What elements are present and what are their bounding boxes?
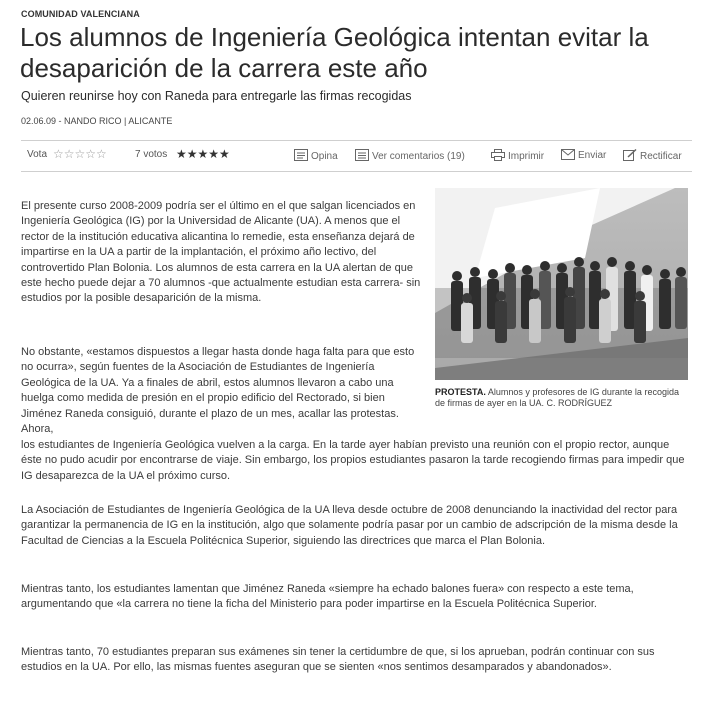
subtitle: Quieren reunirse hoy con Raneda para entregarle las firmas recogidas (21, 89, 412, 103)
byline: 02.06.09 - NANDO RICO | ALICANTE (21, 116, 173, 126)
article-toolbar (21, 140, 692, 172)
caption-label: PROTESTA. (435, 387, 486, 397)
send-button[interactable] (561, 149, 606, 161)
vote-label: Vota (27, 149, 48, 160)
envelope-icon (561, 149, 575, 160)
page-title: Los alumnos de Ingeniería Geológica intentan evitar la desaparición de la carrera este año (20, 22, 649, 83)
rectify-label: Rectificar (640, 151, 682, 162)
print-label: Imprimir (508, 151, 545, 162)
protest-group-photo (435, 188, 688, 380)
comments-icon (355, 149, 369, 161)
rectify-button[interactable] (623, 149, 682, 162)
body-paragraph-5: Mientras tanto, 70 estudiantes preparan sus exámenes sin tener la certidumbre de que, si los aprueban, podrán continuar con sus estudios en la UA. Por ello, las mismas fuentes aseguran que se sienten «nos sentimos desamparados y abandonados». (21, 646, 655, 674)
opina-button[interactable] (294, 149, 338, 162)
view-comments-label: Ver comentarios (19) (372, 151, 465, 162)
body-paragraph-1: El presente curso 2008-2009 podría ser el último en el que salgan licenciados en Ingeniería Geológica (IG) por la Universidad de Alicante (UA). A menos que el rector de la institución educativa alicantina lo remedie, esta enseñanza dejará de impartirse en la UA a partir de la implantación, el próximo año lectivo, del controvertido Plan Bolonia. Los alumnos de esta carrera en la UA alertan de que este hecho puede dejar a 70 alumnos -que actualmente estudian esta carrera- sin estudios por la posible desaparición de la misma. (21, 200, 421, 305)
photo-caption (435, 387, 691, 409)
body-paragraph-3: La Asociación de Estudiantes de Ingeniería Geológica de la UA lleva desde octubre de 2008 denunciando la inactividad del rector para garantizar la permanencia de IG en la institución, algo que solamente podría pasar por un cambio de adscripción de la misma desde la Facultad de Ciencias a la Escuela Politécnica Superior, siguiendo las directrices que marca el Plan Bolonia. (21, 504, 678, 547)
comment-icon (294, 149, 308, 161)
rating-stars-input[interactable]: ☆☆☆☆☆ (53, 147, 107, 161)
print-icon (491, 149, 505, 161)
votes-count: 7 votos (135, 149, 168, 160)
send-label: Enviar (578, 150, 607, 161)
edit-icon (623, 149, 637, 161)
section-label[interactable]: COMUNIDAD VALENCIANA (21, 9, 140, 19)
article-photo (435, 188, 688, 380)
body-paragraph-2b: los estudiantes de Ingeniería Geológica vuelven a la carga. En la tarde ayer habían previsto una reunión con el propio rector, aunque éste no pudo acudir por encontrarse de viaje. Sin embargo, los propios estudiantes pasaron la tarde recogiendo firmas para impedir que IG desaparezca de la UA el próximo curso. (21, 439, 685, 482)
view-comments-button[interactable] (355, 149, 465, 162)
body-paragraph-4: Mientras tanto, los estudiantes lamentan que Jiménez Raneda «siempre ha echado balones fuera» con respecto a este tema, argumentando que «la carrera no tiene la ficha del Ministerio para poder impartirse en la Escuela Politécnica Superior. (21, 583, 634, 611)
average-rating-stars: ★★★★★ (176, 147, 230, 161)
opina-label: Opina (311, 151, 338, 162)
print-button[interactable] (491, 149, 544, 162)
caption-text: Alumnos y profesores de IG durante la recogida de firmas de ayer en la UA. C. RODRÍGUEZ (435, 387, 679, 408)
body-paragraph-2a: No obstante, «estamos dispuestos a llegar hasta donde haga falta para que esto no ocurra», según fuentes de la Asociación de Estudiantes de Ingeniería Geológica de la UA. Ya a finales de abril, estos alumnos llevaron a cabo una huelga como medida de presión en el propio edificio del Rectorado, si bien Jiménez Raneda consiguió, durante el plazo de un mes, acallar las protestas. Ahora, (21, 346, 415, 436)
